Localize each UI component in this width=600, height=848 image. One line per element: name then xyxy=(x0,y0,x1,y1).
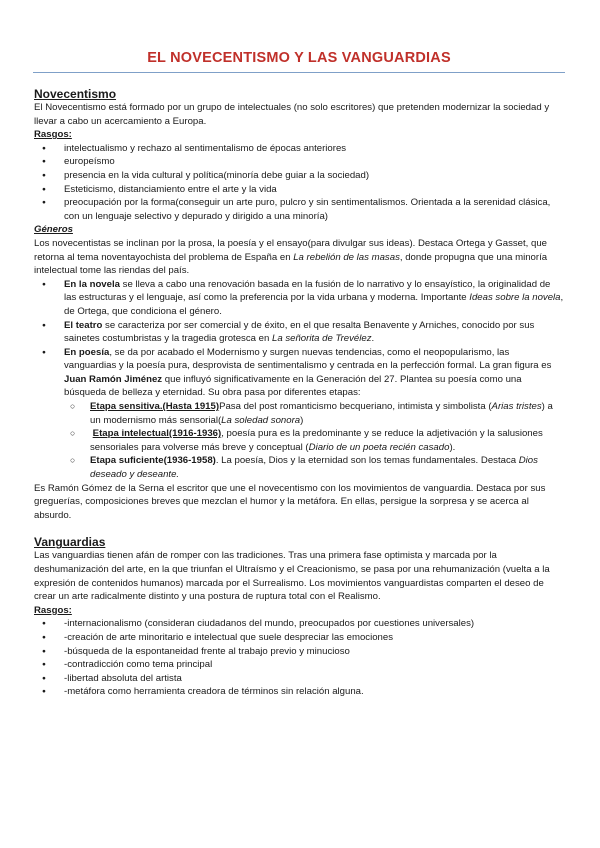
generos-list xyxy=(34,278,564,482)
list-item: ● preocupación por la forma(conseguir un arte puro, pulcro y sin sentimentalismos. Orientada a la serenidad clásica, con un lenguaje selectivo y depurado y dirigido a una minoría) xyxy=(34,196,564,223)
list-item-poesia: ● En poesía, se da por acabado el Modernismo y surgen nuevas tendencias, como el neopopularismo, las vanguardias y la poesía pura, desprovista de sentimentalismo y centrada en la perfección formal. La gran figura es Juan Ramón Jiménez que influyó significativamente en la Generación del 27. Plantea su poesía como una búsqueda de belleza y eternidad. Su obra pasa por diferentes etapas: ○ Etapa sensitiva.(Hasta 1915)Pasa del post romanticismo becqueriano, intimista y simbolista (Arias tristes) a un modernismo más sensorial(La soledad sonora) ○ Etapa intelectual(1916-1936), poesía pura es la predominante y se reduce la adjetivación y la salusiones sensoriales para volverse más breve y conceptual (Diario de un poeta recién casado). ○ Etapa suficiente(1936-1958). La poesía, Dios y la eternidad son los temas fundamentales. Destaca Dios deseado y deseante. xyxy=(34,346,564,482)
list-item-novela: ● En la novela se lleva a cabo una renovación basada en la fusión de lo narrativo y lo ensayístico, la originalidad de las estructuras y el lenguaje, así como la preferencia por la vida urbana y moderna. Importante Ideas sobre la novela, de Ortega, que condiciona el género. xyxy=(34,278,564,319)
ramon-paragraph: Es Ramón Gómez de la Serna el escritor que une el novecentismo con los movimientos de vanguardia. Destaca por sus greguerías, composiciones breves que mezclan el humor y la metáfora. En ellas, persigue la sorpresa y se acerca al absurdo. xyxy=(34,482,546,521)
list-item: ● -contradicción como tema principal xyxy=(34,658,564,672)
list-item: ● europeísmo xyxy=(34,155,564,169)
etapa-item: ○ Etapa sensitiva.(Hasta 1915)Pasa del post romanticismo becqueriano, intimista y simbolista (Arias tristes) a un modernismo más sensorial(La soledad sonora) xyxy=(34,400,564,427)
list-item: ● presencia en la vida cultural y política(minoría debe guiar a la sociedad) xyxy=(34,169,564,183)
etapa-item: ○ Etapa suficiente(1936-1958). La poesía, Dios y la eternidad son los temas fundamentales. Destaca Dios deseado y deseante. xyxy=(34,454,564,481)
generos-paragraph: Los novecentistas se inclinan por la prosa, la poesía y el ensayo(para divulgar sus ideas). Destaca Ortega y Gasset, que retorna al tema noventayochista del problema de España en La rebelión de las masas, donde propugna que una minoría intelectual tome las riendas del país. xyxy=(34,237,548,277)
section-heading-novecentismo: Novecentismo xyxy=(34,87,117,101)
vanguardias-intro: Las vanguardias tienen afán de romper con las tradiciones. Tras una primera fase optimista y marcada por la deshumanización del arte, en la que triunfan el Ultraísmo y el Creacionismo, se pasa por una rehumanización (vuelta a la expresión de contenidos humanos) marcada por el Surrealismo. Los movimientos vanguardistas comparten el deseo de crear un arte radicalmente distinto y una postura de ruptura total con el Realismo. xyxy=(34,550,550,603)
etapa-item: ○ Etapa intelectual(1916-1936), poesía pura es la predominante y se reduce la adjetivación y la salusiones sensoriales para volverse más breve y conceptual (Diario de un poeta recién casado). xyxy=(34,427,564,454)
list-item: ● -metáfora como herramienta creadora de términos sin relación alguna. xyxy=(34,685,564,699)
novecentismo-rasgos-list xyxy=(34,142,564,224)
list-item: ● intelectualismo y rechazo al sentimentalismo de épocas anteriores xyxy=(34,142,564,156)
novecentismo-intro: El Novecentismo está formado por un grupo de intelectuales (no solo escritores) que pretenden modernizar la sociedad y llevar a cabo un acercamiento a Europa. xyxy=(34,102,550,127)
document-title: EL NOVECENTISMO Y LAS VANGUARDIAS xyxy=(147,50,451,66)
etapas-list xyxy=(34,400,564,482)
generos-label: Géneros xyxy=(34,224,73,236)
section-heading-vanguardias: Vanguardias xyxy=(34,535,106,550)
list-item: ● -libertad absoluta del artista xyxy=(34,672,564,686)
vanguardias-rasgos-list xyxy=(34,617,564,699)
vanguardias-rasgos-label: Rasgos: xyxy=(34,604,72,616)
list-item: ● -búsqueda de la espontaneidad frente al trabajo previo y minucioso xyxy=(34,645,564,659)
list-item: ● -creación de arte minoritario e intelectual que suele despreciar las emociones xyxy=(34,631,564,645)
list-item-teatro: ● El teatro se caracteriza por ser comercial y de éxito, en el que resalta Benavente y Arniches, conocido por sus sainetes costumbristas y la tragedia grotesca en La señorita de Trevélez. xyxy=(34,319,564,346)
list-item: ● -internacionalismo (consideran ciudadanos del mundo, preocupados por cuestiones universales) xyxy=(34,617,564,631)
rasgos-label: Rasgos: xyxy=(34,129,72,141)
document-page xyxy=(34,0,564,699)
list-item: ● Esteticismo, distanciamiento entre el arte y la vida xyxy=(34,183,564,197)
